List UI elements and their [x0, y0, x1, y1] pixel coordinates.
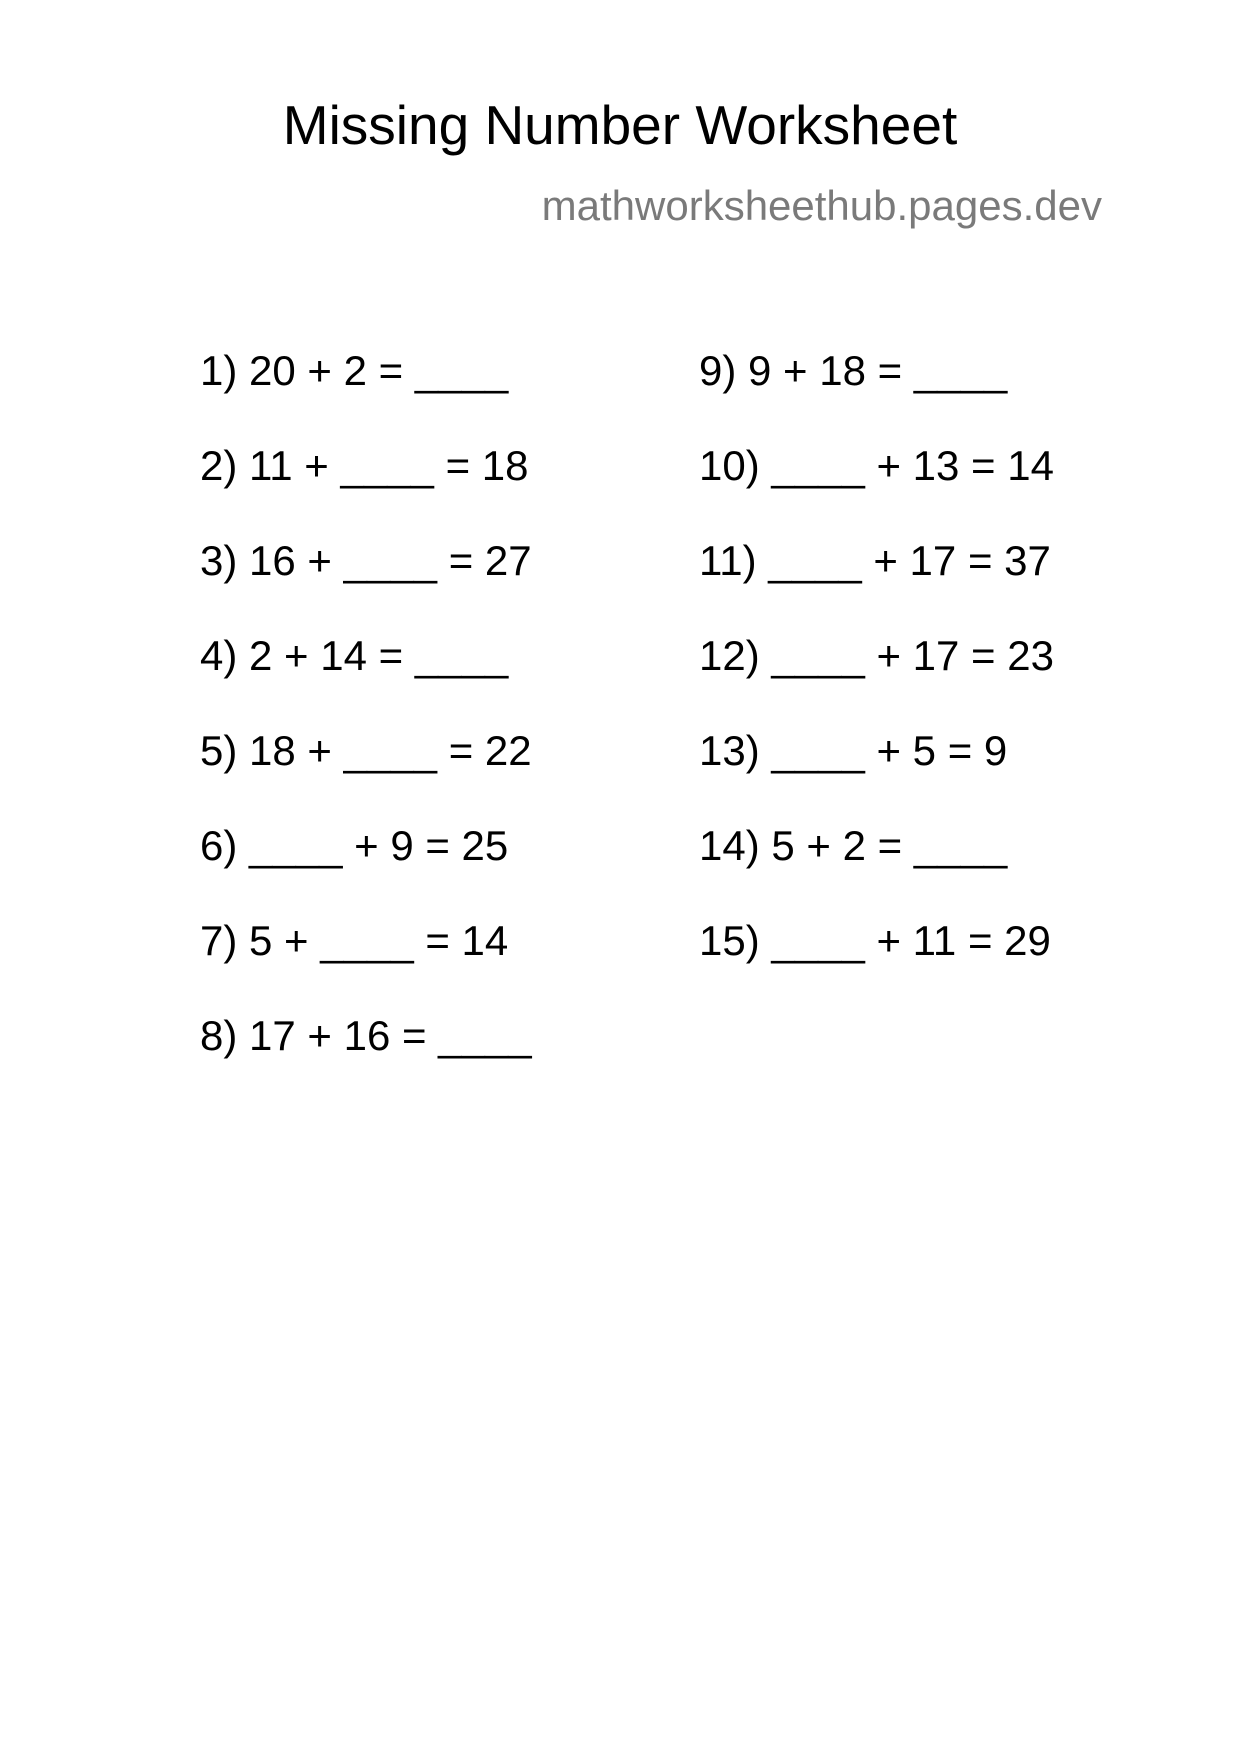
problem-14: 14) 5 + 2 = ____ [699, 822, 1008, 869]
problem-13: 13) ____ + 5 = 9 [699, 727, 1008, 774]
problem-1: 1) 20 + 2 = ____ [200, 347, 509, 394]
problem-column-left [200, 347, 532, 1110]
problem-11: 11) ____ + 17 = 37 [699, 537, 1051, 584]
problem-10: 10) ____ + 13 = 14 [699, 442, 1054, 489]
problem-9: 9) 9 + 18 = ____ [699, 347, 1008, 394]
problem-15: 15) ____ + 11 = 29 [699, 917, 1051, 964]
problem-5: 5) 18 + ____ = 22 [200, 727, 532, 774]
problem-grid [200, 347, 1100, 1110]
problem-2: 2) 11 + ____ = 18 [200, 442, 529, 489]
problem-8: 8) 17 + 16 = ____ [200, 1012, 532, 1059]
problem-12: 12) ____ + 17 = 23 [699, 632, 1054, 679]
problem-6: 6) ____ + 9 = 25 [200, 822, 509, 869]
problem-column-right [699, 347, 1054, 1015]
problem-7: 7) 5 + ____ = 14 [200, 917, 509, 964]
source-url: mathworksheethub.pages.dev [541, 182, 1102, 229]
worksheet-title: Missing Number Worksheet [282, 94, 958, 156]
problem-3: 3) 16 + ____ = 27 [200, 537, 532, 584]
problem-4: 4) 2 + 14 = ____ [200, 632, 509, 679]
